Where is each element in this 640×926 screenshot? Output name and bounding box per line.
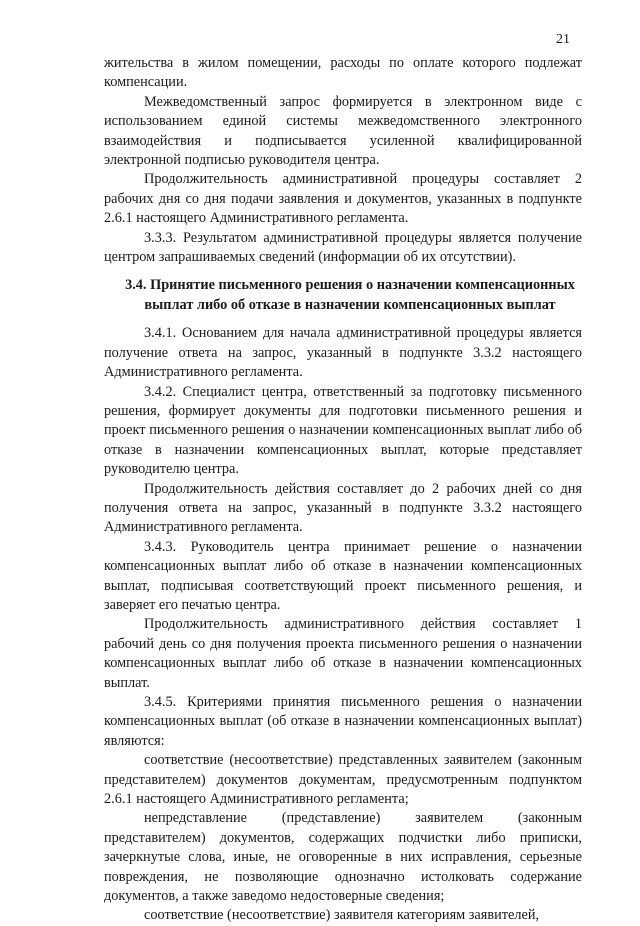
- paragraph: 3.4.3. Руководитель центра принимает решение о назначении компенсационных выплат либо об отказе в назначении компенсационных выплат, подписывая соответствующий проект письменного решения, и заверяет его печатью центра.: [104, 538, 582, 613]
- paragraph: 3.4.2. Специалист центра, ответственный за подготовку письменного решения, формирует документы для подготовки письменного решения и проект письменного решения о назначении компенсационных выплат либо об отказе в назначении компенсационных выплат, которые представляет руководителю центра.: [104, 383, 582, 478]
- page-body: [104, 54, 582, 926]
- section-heading: 3.4. Принятие письменного решения о назначении компенсационных выплат либо об отказе в назначении компенсационных выплат: [125, 277, 575, 313]
- paragraph: 3.4.1. Основанием для начала административной процедуры является получение ответа на запрос, указанный в подпункте 3.3.2 настоящего Административного регламента.: [104, 325, 582, 381]
- paragraph: 3.4.5. Критериями принятия письменного решения о назначении компенсационных выплат (об отказе в назначении компенсационных выплат) являются:: [104, 694, 582, 749]
- paragraph: Продолжительность действия составляет до 2 рабочих дней со дня получения ответа на запрос, указанный в подпункте 3.3.2 настоящего Административного регламента.: [104, 480, 582, 536]
- paragraph: Межведомственный запрос формируется в электронном виде с использованием единой системы межведомственного электронного взаимодействия и подписывается усиленной квалифицированной электронной подписью руководителя центра.: [104, 93, 582, 169]
- list-item: непредставление (представление) заявителем (законным представителем) документов, содержащих подчистки либо приписки, зачеркнутые слова, иные, не оговоренные в них исправления, серьезные повреждения, не позволяющие однозначно истолковать содержание документов, а также заведомо недостоверные сведения;: [104, 810, 582, 905]
- list-item: соответствие (несоответствие) заявителя категориям заявителей,: [144, 907, 540, 924]
- paragraph: Продолжительность административного действия составляет 1 рабочий день со дня получения проекта письменного решения о назначении компенсационных выплат либо об отказе в назначении компенсационных выплат.: [104, 616, 582, 691]
- paragraph: 3.3.3. Результатом административной процедуры является получение центром запрашиваемых сведений (информации об их отсутствии).: [104, 229, 582, 266]
- page-number: 21: [556, 32, 570, 47]
- paragraph: жительства в жилом помещении, расходы по оплате которого подлежат компенсации.: [104, 55, 582, 91]
- list-item: соответствие (несоответствие) представленных заявителем (законным представителем) документов документам, предусмотренным подпунктом 2.6.1 настоящего Административного регламента;: [104, 752, 582, 808]
- paragraph: Продолжительность административной процедуры составляет 2 рабочих дня со дня подачи заявления и документов, указанных в подпункте 2.6.1 настоящего Административного регламента.: [104, 171, 582, 227]
